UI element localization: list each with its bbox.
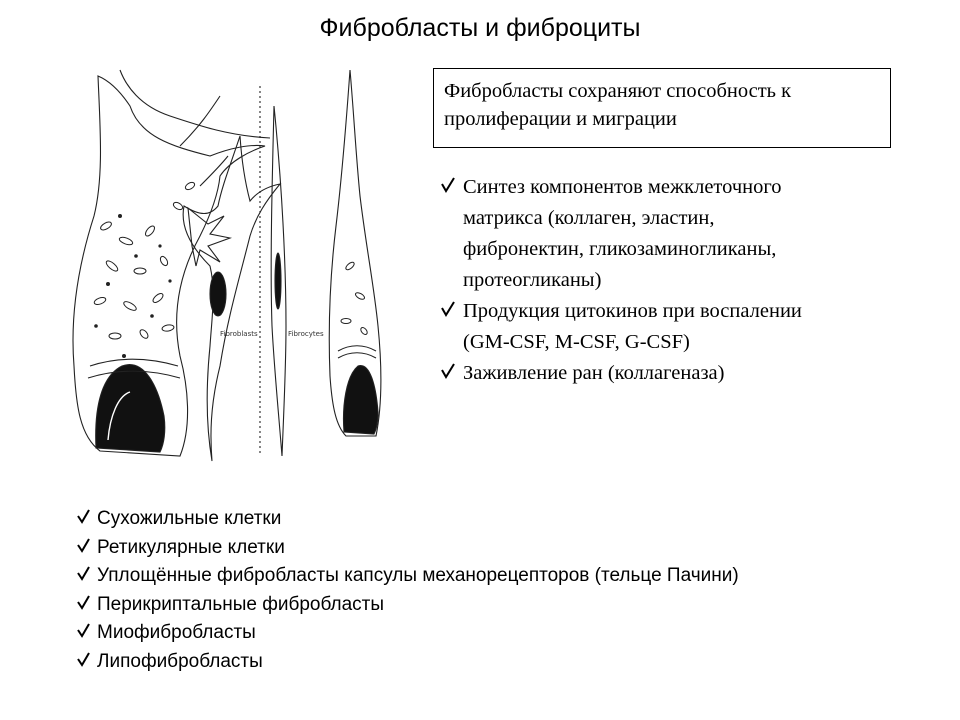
cell-type-label: Ретикулярные клетки [97,536,285,558]
check-arrow-bullet-icon [76,648,91,672]
cell-type-label: Сухожильные клетки [97,508,282,529]
check-arrow-bullet-icon [440,359,456,385]
function-line: матрикса (коллаген, эластин, [463,207,715,229]
cell-type-item [76,534,946,563]
fibroblast-fibrocyte-illustration [60,66,420,466]
cell-type-label: Миофибробласты [97,622,256,644]
cell-types-list [76,505,946,677]
fibrocyte-thin-nucleus [275,253,281,309]
check-arrow-bullet-icon [440,297,456,323]
cell-type-label: Липофибробласты [97,650,263,672]
check-arrow-bullet-icon [76,562,91,586]
check-arrow-bullet-icon [76,591,91,615]
function-line: фибронектин, гликозаминогликаны, [463,238,777,260]
page-title: Фибробласты и фиброциты [319,14,641,42]
function-item-synthesis [440,172,910,296]
fibroblast-large-nucleus [96,365,165,452]
cell-type-item [76,562,946,591]
proliferation-note-line-1: Фибробласты сохраняют способность к [444,80,792,102]
functions-list [440,172,910,389]
proliferation-note-box [433,68,891,148]
illustration-label-fibrocytes: Fibrocytes [288,330,324,338]
function-item-cytokines [440,296,910,358]
function-line: (GM-CSF, M-CSF, G-CSF) [463,331,690,353]
cell-type-item [76,505,946,534]
illustration-label-fibroblasts: Fibroblasts [220,330,258,338]
function-item-wound-healing [440,358,910,389]
function-line: Продукция цитокинов при воспалении [463,300,802,322]
fibroblast-stellate-nucleus [210,272,226,316]
cell-type-item [76,619,946,648]
function-line: Заживление ран (коллагеназа) [463,362,725,384]
cell-type-label: Уплощённые фибробласты капсулы механорецепторов (тельце Пачини) [97,565,739,587]
check-arrow-bullet-icon [76,534,91,558]
check-arrow-bullet-icon [76,619,91,643]
proliferation-note-line-2: пролиферации и миграции [444,108,677,130]
check-arrow-bullet-icon [440,173,456,199]
cell-type-label: Перикриптальные фибробласты [97,593,385,615]
cell-type-item [76,648,946,677]
fibrocyte-right-nucleus [344,366,378,434]
fibroblast-stellate-outline [183,136,280,461]
function-line: протеогликаны) [463,269,602,291]
function-line: Синтез компонентов межклеточного [463,176,782,198]
cell-type-item [76,591,946,620]
check-arrow-bullet-icon [76,505,91,529]
